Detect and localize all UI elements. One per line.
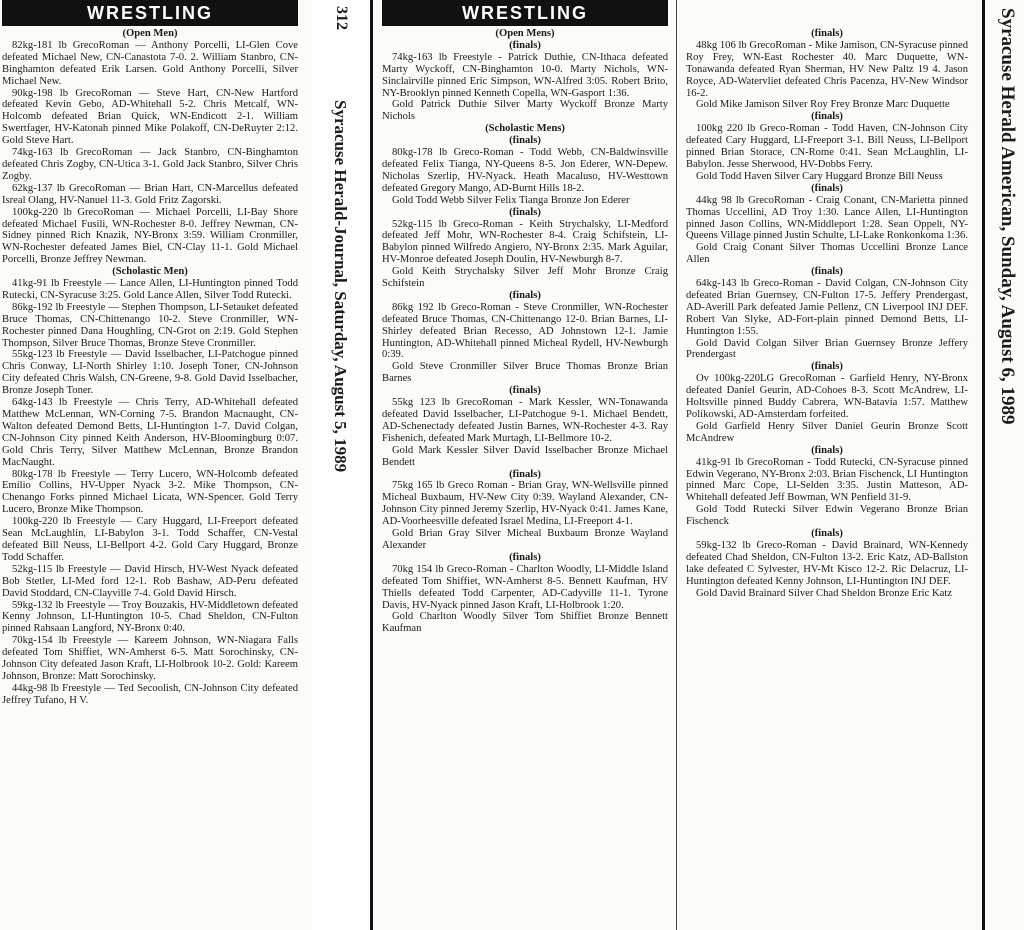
result-paragraph: 55kg 123 lb GrecoRoman - Mark Kessler, WN-Tonawanda defeated David Isselbacher, LI-Patchogue 9-1. Michael Bendett, AD-Schenectady defeated Justin Barnes, WN-Rochester 4-3. Ray Fishenich, defeated Mark Murtagh, LI-Bellmore 10-2. (382, 397, 668, 444)
section-heading: WRESTLING (382, 0, 668, 26)
section-subhead: (finals) (509, 551, 541, 563)
left-column-body (2, 28, 298, 707)
section-subhead: (Scholastic Men) (112, 266, 188, 278)
right-column (686, 28, 968, 600)
result-paragraph: 74kg-163 lb Freestyle - Patrick Duthie, CN-Ithaca defeated Marty Wyckoff, CN-Binghamton 10-0. Marty Nichols, WN-Sinclairville pinned Eric Simpson, WN-Alfred 3:05. Robert Brito, NY-Brooklyn pinned Kenneth Copella, WN-Gasport 1:36. (382, 51, 668, 99)
result-paragraph: 86kg 192 lb Greco-Roman - Steve Cronmiller, WN-Rochester defeated Bruce Thomas, CN-Chittenango 12-0. Brian Barnes, LI-Shirley defeated Brian Recesso, AD Johnstown 12-1. Jamie Huntington, AD-Whitehall pinned Micheal Rydell, HV-Newburgh 0:39. (382, 301, 668, 361)
result-paragraph: 74kg-163 lb GrecoRoman — Jack Stanbro, CN-Binghamton defeated Chris Zogby, CN-Utica 3-1. Gold Jack Stanbro, Silver Chris Zogby. (2, 147, 298, 182)
section-subhead: (Open Men) (122, 28, 178, 39)
section-subhead: (finals) (509, 206, 541, 218)
right-edge-rule (982, 0, 985, 930)
medal-line: Gold Craig Conant Silver Thomas Uccellini Bronze Lance Allen (686, 242, 968, 266)
section-subhead: (finals) (509, 39, 541, 51)
result-paragraph: 44kg 98 lb GrecoRoman - Craig Conant, CN-Marietta pinned Thomas Uccellini, AD Troy 1:30. Lance Allen, LI-Huntington pinned Jason Collins, WN-Middleport 1:28. Sean Oppelt, NY-Queens Village pinned Justin Schulte, LI-Lake Ronkonkoma 1:36. (686, 194, 968, 242)
result-paragraph: 100kg 220 lb Greco-Roman - Todd Haven, CN-Johnson City defeated Cary Huggard, LI-Freeport 3-1. Bill Neuss, LI-Bellport pinned Brian Storace, CN-Rome 0:41. Sean McLaughlin, LI-Babylon. Jesse Sherwood, HV-Dobbs Ferry. (686, 123, 968, 170)
section-subhead: (finals) (811, 182, 843, 194)
result-paragraph: 100kg-220 lb GrecoRoman — Michael Porcelli, LI-Bay Shore defeated Michael Fusili, WN-Rochester 8-0. Jeffrey Newman, CN-Sidney pinned Rich Knazik, NY-Bronx 3:59. William Cronmiller, WN-Rochester defeated James Biel, CN-Clay 11-1. Gold Michael Porcelli, Bronze Jeffrey Newman. (2, 206, 298, 266)
medal-line: Gold Garfield Henry Silver Daniel Geurin Bronze Scott McAndrew (686, 420, 968, 444)
result-paragraph: 70kg 154 lb Greco-Roman - Charlton Woodly, LI-Middle Island defeated Tom Shiffiet, WN-Amherst 8-5. Bennett Kaufman, HV Thiells defeated Todd Carpenter, AD-Cadyville 11-1. Tyrone Davis, HV-Nyack pinned Jason Kraft, LI-Holbrook 1:20. (382, 563, 668, 611)
medal-line: Gold Mark Kessler Silver David Isselbacher Bronze Michael Bendett (382, 444, 668, 468)
result-paragraph: 90kg-198 lb GrecoRoman — Steve Hart, CN-New Hartford defeated Kevin Gebo, AD-Whitehall 5-2. Chris Metcalf, WN-Holcomb defeated Brian Quick, WN-Endicott 2-1. William Swertfager, HV-Katonah pinned Mike Polakoff, CN-DeRuyter 2:12. Gold Steve Hart. (2, 87, 298, 147)
left-dateline: Syracuse Herald-Journal, Saturday, August 5, 1989 (331, 100, 350, 473)
section-subhead: (finals) (811, 28, 843, 39)
medal-line: Gold David Brainard Silver Chad Sheldon Bronze Eric Katz (696, 587, 952, 599)
result-paragraph: 64kg-143 lb Freestyle — Chris Terry, AD-Whitehall defeated Matthew McLennan, WN-Corning 7-5. Brandon Macnaught, CN-Walton defeated Demond Betts, LI-Huntington 1-7. David Colgan, CN-Johnson City pinned Keith Anderson, HV-Bloomingburg 0:07. Gold Chris Terry, Silver Matthew McLennan, Bronze Brandon MacNaught. (2, 397, 298, 468)
medal-line: Gold David Colgan Silver Brian Guernsey Bronze Jeffery Prendergast (686, 337, 968, 361)
medal-line: Gold Mike Jamison Silver Roy Frey Bronze Marc Duquette (696, 99, 950, 111)
section-subhead: (Scholastic Mens) (485, 123, 565, 135)
medal-line: Gold Todd Haven Silver Cary Huggard Bronze Bill Neuss (696, 170, 943, 182)
medal-line: Gold Todd Rutecki Silver Edwin Vegerano Bronze Brian Fischenck (686, 504, 968, 528)
result-paragraph: 55kg-123 lb Freestyle — David Isselbacher, LI-Patchogue pinned Chris Conway, LI-North Shirley 1:10. Joseph Toner, CN-Johnson City defeated Chris Walsh, CN-Greene, 9-8. Gold David Isselbacher, Bronze Joseph Toner. (2, 349, 298, 397)
result-paragraph: 75kg 165 lb Greco Roman - Brian Gray, WN-Wellsville pinned Micheal Buxbaum, HV-New City 0:39. Wayland Alexander, CN-Johnson City pinned Jeremy Szerlip, HV-Nyack 0:41. James Kane, AD-Voorheesville defeated Israel Medina, LI-Freeport 4-1. (382, 480, 668, 528)
section-heading: WRESTLING (2, 0, 298, 26)
medal-line: Gold Keith Strychalsky Silver Jeff Mohr Bronze Craig Schifstein (382, 266, 668, 290)
result-paragraph: 52kg-115 lb Freestyle — David Hirsch, HV-West Nyack defeated Bob Stetler, LI-Med ford 12-1. Rob Bashaw, AD-Peru defeated David Stoddard, CN-Clayville 7-4. Gold David Hirsch. (2, 563, 298, 599)
result-paragraph: 44kg-98 lb Freestyle — Ted Secoolish, CN-Johnson City defeated Jeffrey Tufano, H V. (2, 682, 298, 706)
result-paragraph: 80kg-178 lb Freestyle — Terry Lucero, WN-Holcomb defeated Emilio Collins, HV-Upper Nyack 3-2. Mike Thompson, CN-Chenango Forks pinned Michael Licata, WN-Spencer. Gold Terry Lucero, Bronze Mike Thompson. (2, 468, 298, 516)
middle-column-body (382, 28, 668, 635)
gutter-rule (370, 0, 373, 930)
medal-line: Gold Todd Webb Silver Felix Tianga Bronze Jon Ederer (392, 194, 630, 206)
result-paragraph: Ov 100kg-220LG GrecoRoman - Garfield Henry, NY-Bronx defeated Daniel Geurin, AD-Cohoes 8-3. Scott McAndrew, LI-Holtsville pinned Buddy Cabrera, WN-Batavia 1:57. Matthew Polikowski, AD-Amsterdam forfeited. (686, 373, 968, 420)
section-subhead: (finals) (811, 444, 843, 456)
result-paragraph: 100kg-220 lb Freestyle — Cary Huggard, LI-Freeport defeated Sean McLaughlin, LI-Babylon 3-1. Todd Schaffer, CN-Vestal defeated Bill Neuss, LI-Bellport 4-2. Gold Cary Huggard, Bronze Todd Schaffer. (2, 516, 298, 563)
result-paragraph: 59kg-132 lb Greco-Roman - David Brainard, WN-Kennedy defeated Chad Sheldon, CN-Fulton 13-2. Eric Katz, AD-Ballston lake defeated C Sylvester, HV-Mt Kisco 12-2. Ric Delacruz, LI-Huntington defeated Kenny Johnson, LI-Huntington INJ DEF. (686, 539, 968, 587)
result-paragraph: 52kg-115 lb Greco-Roman - Keith Strychalsky, LI-Medford defeated Jeff Mohr, WN-Rochester 8-4. Craig Schifstein, LI-Babylon pinned Wilfredo Angiero, NY-Bronx 2:35. Mark Aguilar, HV-Monroe defeated Joseph Doulin, HV-Newburgh 8-7. (382, 218, 668, 266)
medal-line: Gold Steve Cronmiller Silver Bruce Thomas Bronze Brian Barnes (382, 361, 668, 385)
medal-line: Gold Charlton Woodly Silver Tom Shiffiet Bronze Bennett Kaufman (382, 611, 668, 635)
medal-line: Gold Brian Gray Silver Micheal Buxbaum Bronze Wayland Alexander (382, 528, 668, 551)
section-subhead: (finals) (811, 528, 843, 540)
result-paragraph: 48kg 106 lb GrecoRoman - Mike Jamison, CN-Syracuse pinned Roy Frey, WN-East Rochester 40. Marc Duquette, WN-Tonawanda defeated Ryan Sherman, HV New Paltz 19 4. Jason Royce, AD-Watervliet defeated Chris Pacenza, HV-New Windsor 16-2. (686, 39, 968, 99)
section-subhead: (finals) (509, 289, 541, 301)
result-paragraph: 70kg-154 lb Freestyle — Kareem Johnson, WN-Niagara Falls defeated Tom Shiffiet, WN-Amherst 6-5. Matt Sorochinsky, CN-Johnson City defeated Jason Kraft, LI-Holbrook 10-2. Gold: Kareem Johnson, Bronze: Matt Sorochinsky. (2, 635, 298, 682)
column-rule (676, 0, 677, 930)
result-paragraph: 82kg-181 lb GrecoRoman — Anthony Porcelli, LI-Glen Cove defeated Michael New, CN-Canastota 7-0. 2. William Stanbro, CN-Binghamton defeated Erik Larsen. Gold Anthony Porcelli, Silver Michael New. (2, 39, 298, 87)
result-paragraph: 62kg-137 lb GrecoRoman — Brian Hart, CN-Marcellus defeated Isreal Olang, HV-Nanuel 11-3. Gold Fritz Zagorski. (2, 182, 298, 206)
page-number: 312 (333, 6, 350, 30)
section-subhead: (finals) (811, 266, 843, 278)
section-subhead: (finals) (509, 385, 541, 397)
right-column-body (686, 28, 968, 600)
result-paragraph: 41kg-91 lb GrecoRoman - Todd Rutecki, CN-Syracuse pinned Edwin Vegerano, NY-Bronx 2:03. Brian Fischenck, LI Huntington pinned Marc Cope, LI-Selden 3:35. Justin Matteson, AD-Whitehall defeated Jeff Bowman, WN Penfield 31-9. (686, 456, 968, 504)
section-subhead: (Open Mens) (495, 28, 555, 39)
section-subhead: (finals) (509, 135, 541, 147)
result-paragraph: 59kg-132 lb Freestyle — Troy Bouzakis, HV-Middletown defeated Kenny Johnson, LI-Huntington 10-5. Chad Sheldon, CN-Fulton pinned Rahsaan Langford, NY-Bronx 0:40. (2, 599, 298, 635)
right-dateline: Syracuse Herald American, Sunday, August 6, 1989 (997, 8, 1018, 425)
result-paragraph: 86kg-192 lb Freestyle — Stephen Thompson, LI-Setauket defeated Bruce Thomas, CN-Chittenango 10-2. Steve Cronmiller, WN-Rochester pinned Dana Houghling, CN-Grot on 2:19. Gold Stephen Thompson, Silver Bruce Thomas, Bronze Steve Cronmiller. (2, 301, 298, 349)
section-subhead: (finals) (811, 111, 843, 123)
result-paragraph: 64kg-143 lb Greco-Roman - David Colgan, CN-Johnson City defeated Brian Guernsey, CN-Fulton 17-5. Jeffery Prendergast, AD-Averill Park defeated Jamie Pellenz, CN Liverpool INJ DEF. Robert Van Slyke, AD-Fort-plain pinned Demond Betts, LI-Huntington 1:55. (686, 278, 968, 337)
result-paragraph: 80kg-178 lb Greco-Roman - Todd Webb, CN-Baldwinsville defeated Felix Tianga, NY-Queens 8-5. Jon Ederer, WN-Depew. Nicholas Szerlip, HV-Nyack. Heath Macaluso, HV-Westtown defeated Gregory Mango, AD-Burnt Hills 18-2. (382, 147, 668, 194)
medal-line: Gold Patrick Duthie Silver Marty Wyckoff Bronze Marty Nichols (382, 99, 668, 123)
middle-column (382, 0, 668, 635)
section-subhead: (finals) (509, 468, 541, 480)
result-paragraph: 41kg-91 lb Freestyle — Lance Allen, LI-Huntington pinned Todd Rutecki, CN-Syracuse 3:25. Gold Lance Allen, Silver Todd Rutecki. (2, 278, 298, 301)
left-column (2, 0, 298, 707)
section-subhead: (finals) (811, 361, 843, 373)
